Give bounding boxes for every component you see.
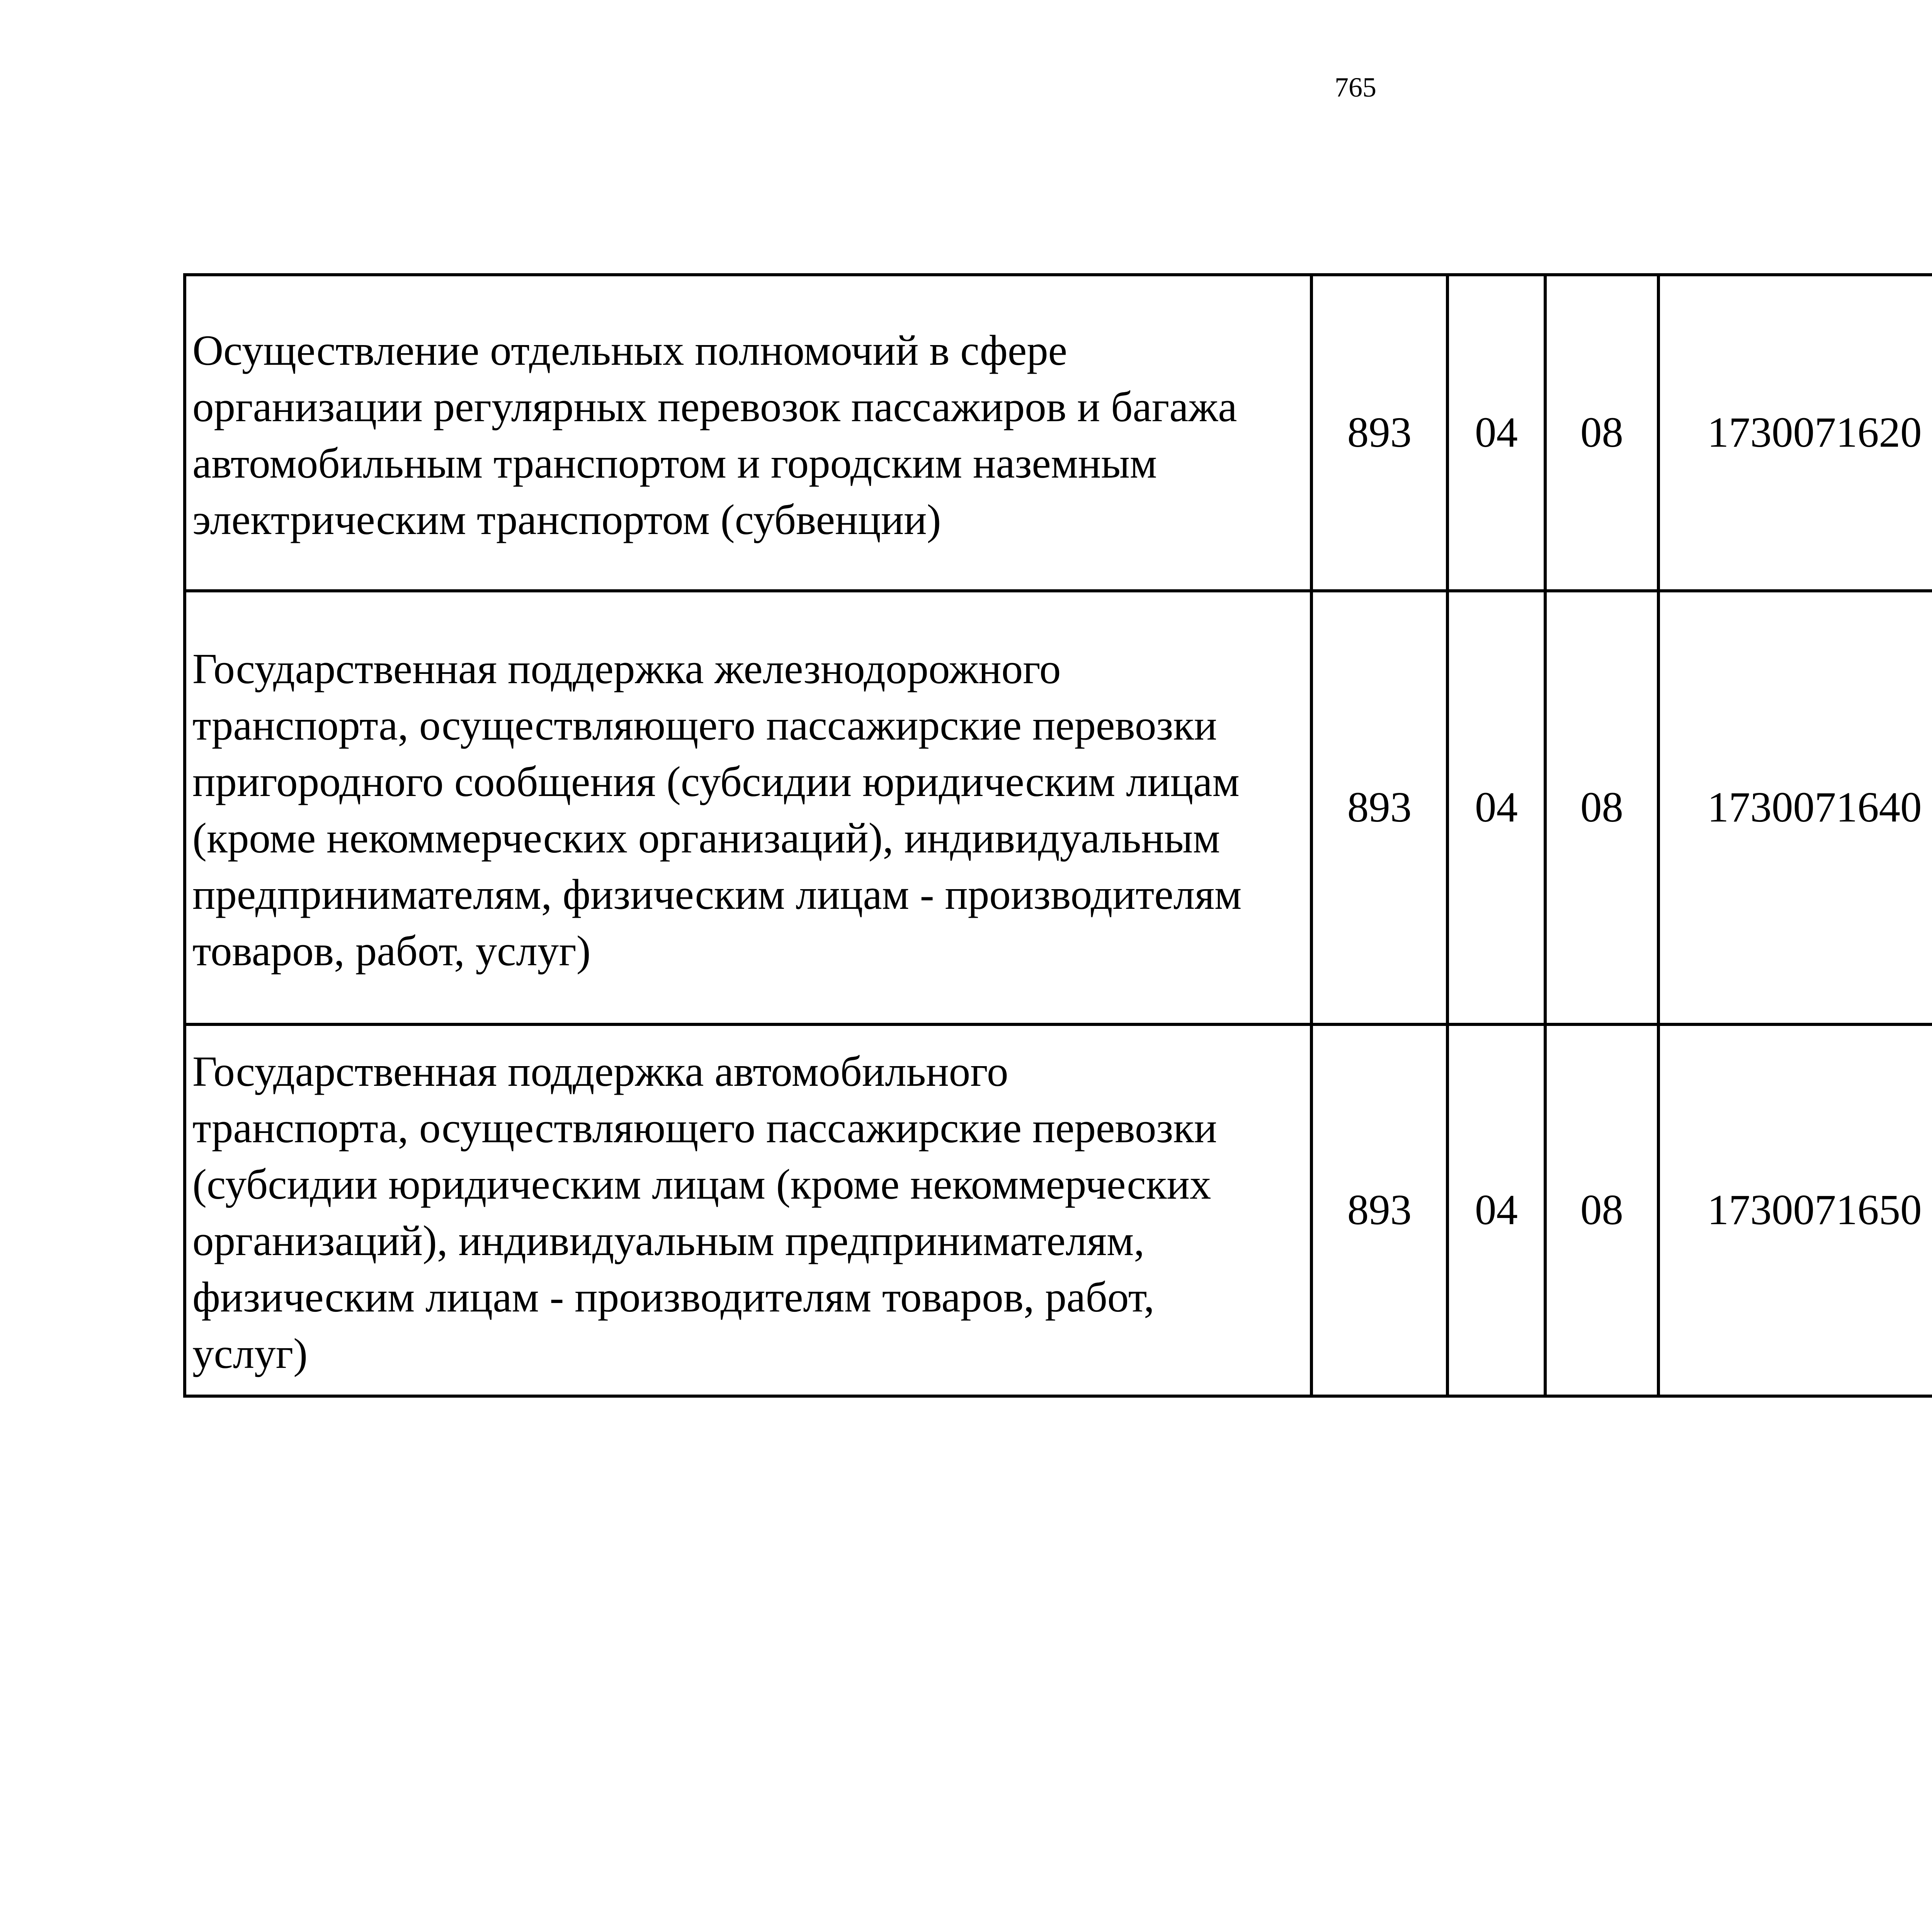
target-article-code: 1730071650 [1658,1024,1932,1396]
subsection-code: 08 [1545,591,1658,1024]
description-line: (кроме некоммерческих организаций), индивидуальным [192,815,1220,862]
description-line: электрическим транспортом (субвенции) [192,496,941,544]
description-line: транспорта, осуществляющего пассажирские перевозки [192,1104,1217,1152]
target-article-code: 1730071640 [1658,591,1932,1024]
row-description [185,591,1311,1024]
description-line: Государственная поддержка железнодорожного [192,645,1061,693]
description-line: Государственная поддержка автомобильного [192,1048,1009,1095]
table-row [185,591,1932,1024]
description-line: пригородного сообщения (субсидии юридическим лицам [192,758,1240,806]
target-article-code: 1730071620 [1658,275,1932,591]
table-row [185,1024,1932,1396]
page-number: 765 [1335,72,1376,103]
row-description [185,275,1311,591]
description-line: организаций), индивидуальным предпринимателям, [192,1217,1145,1265]
table-row [185,275,1932,591]
description-line: (субсидии юридическим лицам (кроме некоммерческих [192,1161,1211,1208]
ministry-code: 893 [1311,275,1447,591]
row-description [185,1024,1311,1396]
budget-table [183,273,1932,1398]
section-code: 04 [1447,591,1545,1024]
description-line: товаров, работ, услуг) [192,927,591,975]
description-line: услуг) [192,1330,308,1378]
description-line: автомобильным транспортом и городским наземным [192,440,1157,487]
subsection-code: 08 [1545,275,1658,591]
description-line: организации регулярных перевозок пассажиров и багажа [192,383,1237,431]
description-line: Осуществление отдельных полномочий в сфере [192,327,1067,374]
subsection-code: 08 [1545,1024,1658,1396]
section-code: 04 [1447,275,1545,591]
ministry-code: 893 [1311,591,1447,1024]
section-code: 04 [1447,1024,1545,1396]
description-line: транспорта, осуществляющего пассажирские перевозки [192,702,1217,749]
description-line: предпринимателям, физическим лицам - производителям [192,871,1242,919]
description-line: физическим лицам - производителям товаров, работ, [192,1274,1155,1321]
ministry-code: 893 [1311,1024,1447,1396]
